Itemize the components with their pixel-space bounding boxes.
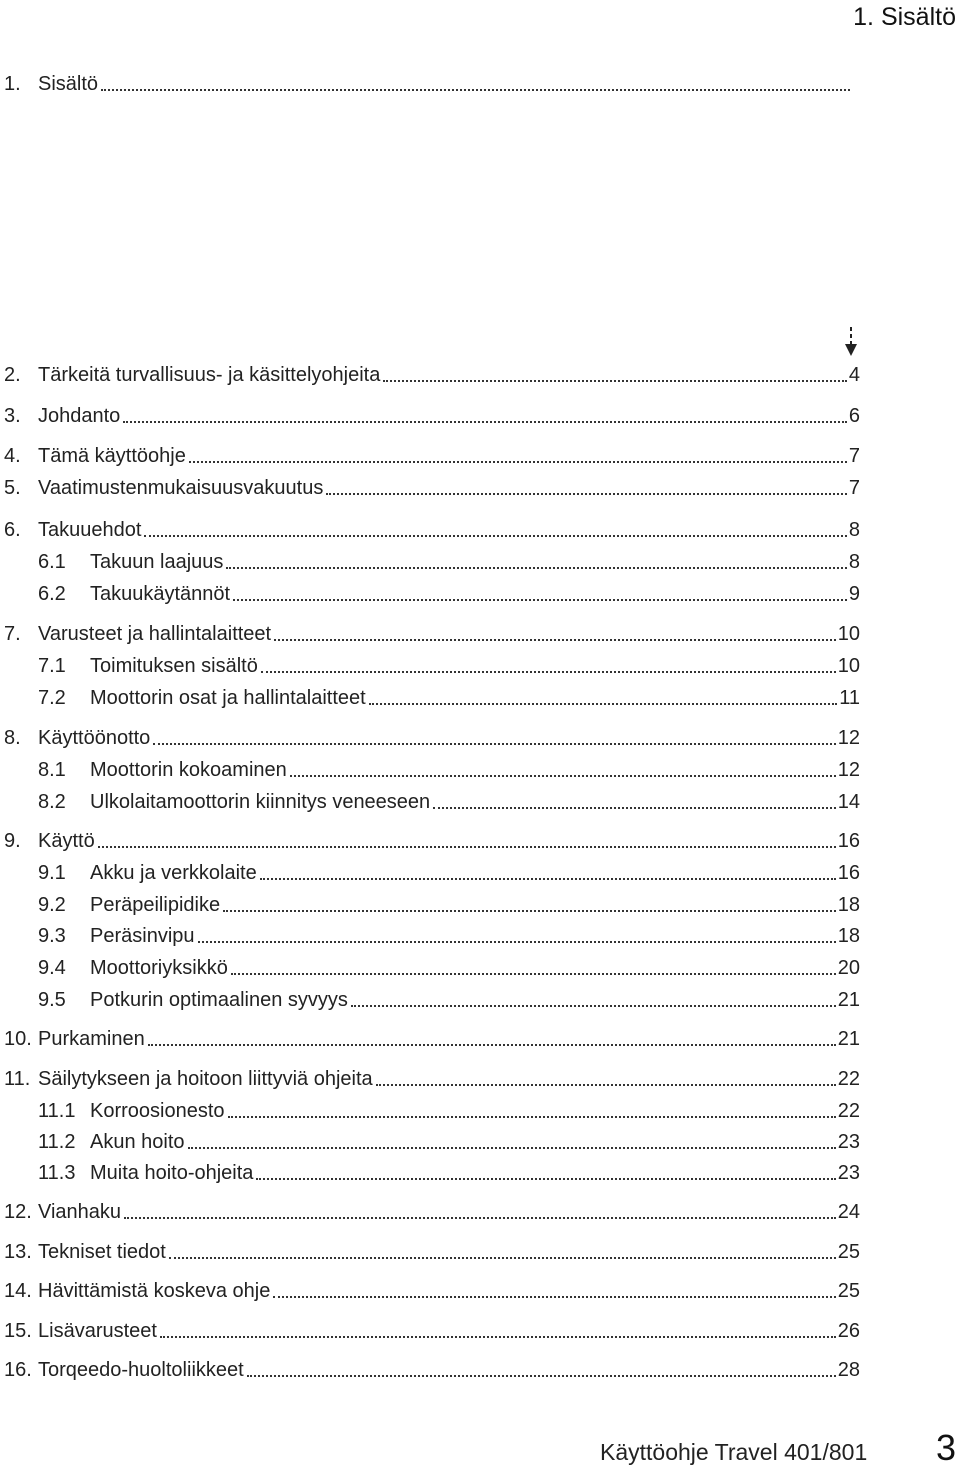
toc-entry-title: Moottorin osat ja hallintalaitteet xyxy=(90,687,366,709)
dot-leader xyxy=(433,807,836,809)
toc-entry-page: 14 xyxy=(837,791,860,813)
dot-leader xyxy=(148,1044,836,1046)
dot-leader xyxy=(124,1217,836,1219)
toc-entry-number: 3. xyxy=(4,405,21,427)
toc-entry xyxy=(0,398,860,428)
toc-entry-number: 9.4 xyxy=(38,957,66,979)
toc-entry-number: 11.2 xyxy=(38,1131,76,1153)
toc-entry xyxy=(0,470,860,500)
toc-entry-number: 7.2 xyxy=(38,687,66,709)
toc-entry xyxy=(0,950,860,980)
toc-entry xyxy=(0,66,852,96)
toc-entry-title: Ulkolaitamoottorin kiinnitys veneeseen xyxy=(90,791,431,813)
footer-page-number: 3 xyxy=(935,1427,956,1468)
toc-entry xyxy=(0,1234,860,1264)
dot-leader xyxy=(198,941,836,943)
down-arrow-icon xyxy=(842,325,860,357)
toc-entry-number: 6. xyxy=(4,519,21,541)
toc-entry xyxy=(0,1273,860,1303)
toc-entry xyxy=(0,1155,860,1185)
toc-entry-page: 22 xyxy=(837,1068,860,1090)
dot-leader xyxy=(376,1084,836,1086)
dot-leader xyxy=(189,461,847,463)
toc-entry-page: 16 xyxy=(837,862,860,884)
toc-entry-number: 10. xyxy=(4,1028,32,1050)
toc-entry-title: Hävittämistä koskeva ohje xyxy=(38,1280,271,1302)
toc-entry-page: 18 xyxy=(837,894,860,916)
toc-entry-number: 8.2 xyxy=(38,791,66,813)
dot-leader xyxy=(226,567,846,569)
toc-entry-number: 9.3 xyxy=(38,925,66,947)
dot-leader xyxy=(153,743,835,745)
toc-entry-number: 1. xyxy=(4,73,21,95)
toc-entry-page: 20 xyxy=(837,957,860,979)
dot-leader xyxy=(144,535,846,537)
toc-entry-page: 28 xyxy=(837,1359,860,1381)
toc-entry-number: 7.1 xyxy=(38,655,66,677)
toc-entry-number: 9.1 xyxy=(38,862,66,884)
toc-entry xyxy=(0,357,860,387)
toc-entry-title: Tekniset tiedot xyxy=(38,1241,166,1263)
dot-leader xyxy=(169,1257,836,1259)
dot-leader xyxy=(160,1336,836,1338)
toc-entry-title: Potkurin optimaalinen syvyys xyxy=(90,989,348,1011)
dot-leader xyxy=(231,973,836,975)
toc-entry-number: 12. xyxy=(4,1201,32,1223)
dot-leader xyxy=(326,493,847,495)
toc-entry-page: 22 xyxy=(837,1100,860,1122)
toc-entry xyxy=(0,752,860,782)
dot-leader xyxy=(223,910,836,912)
toc-entry-number: 9.5 xyxy=(38,989,66,1011)
toc-entry-title: Varusteet ja hallintalaitteet xyxy=(38,623,272,645)
toc-entry-title: Vianhaku xyxy=(38,1201,122,1223)
toc-entry xyxy=(0,918,860,948)
toc-entry-title: Moottorin kokoaminen xyxy=(90,759,287,781)
toc-entry-number: 7. xyxy=(4,623,21,645)
toc-entry-page: 16 xyxy=(837,830,860,852)
toc-entry-title: Torqeedo-huoltoliikkeet xyxy=(38,1359,244,1381)
toc-entry xyxy=(0,576,860,606)
toc-entry xyxy=(0,1352,860,1382)
toc-entry xyxy=(0,720,860,750)
dot-leader xyxy=(369,703,838,705)
toc-entry-number: 11.3 xyxy=(38,1162,76,1184)
dot-leader xyxy=(247,1375,836,1377)
toc-entry-page: 23 xyxy=(837,1162,860,1184)
toc-entry-title: Vaatimustenmukaisuusvakuutus xyxy=(38,477,324,499)
dot-leader xyxy=(228,1116,836,1118)
dot-leader xyxy=(273,1296,835,1298)
toc-entry-number: 16. xyxy=(4,1359,32,1381)
toc-entry xyxy=(0,1021,860,1051)
toc-entry-title: Moottoriyksikkö xyxy=(90,957,228,979)
toc-entry xyxy=(0,823,860,853)
toc-entry xyxy=(0,784,860,814)
toc-entry-title: Toimituksen sisältö xyxy=(90,655,258,677)
toc-entry-title: Sisältö xyxy=(38,73,99,95)
toc-entry-number: 9. xyxy=(4,830,21,852)
toc-entry xyxy=(0,544,860,574)
toc-entry-title: Takuuehdot xyxy=(38,519,142,541)
toc-entry-title: Käyttöönotto xyxy=(38,727,151,749)
toc-entry-page: 7 xyxy=(848,477,860,499)
dot-leader xyxy=(261,671,836,673)
toc-entry-number: 11.1 xyxy=(38,1100,76,1122)
toc-entry-number: 11. xyxy=(4,1068,31,1090)
toc-entry-title: Takuukäytännöt xyxy=(90,583,231,605)
toc-entry-page: 10 xyxy=(837,623,860,645)
toc-entry-title: Käyttö xyxy=(38,830,95,852)
toc-entry-title: Muita hoito-ohjeita xyxy=(90,1162,254,1184)
footer-manual-title: Käyttöohje Travel 401/801 xyxy=(600,1439,868,1465)
toc-entry-number: 13. xyxy=(4,1241,32,1263)
toc-entry-page: 8 xyxy=(848,551,860,573)
toc-entry xyxy=(0,982,860,1012)
toc-entry xyxy=(0,512,860,542)
toc-entry-page: 4 xyxy=(848,364,860,386)
page-title: 1. Sisältö xyxy=(853,3,956,31)
toc-entry xyxy=(0,438,860,468)
toc-entry xyxy=(0,1061,860,1091)
toc-entry-number: 8.1 xyxy=(38,759,66,781)
toc-entry-title: Purkaminen xyxy=(38,1028,145,1050)
toc-entry-number: 5. xyxy=(4,477,21,499)
toc-entry-page: 12 xyxy=(837,727,860,749)
dot-leader xyxy=(383,380,847,382)
dot-leader xyxy=(256,1178,835,1180)
toc-entry-number: 8. xyxy=(4,727,21,749)
toc-entry-page: 7 xyxy=(848,445,860,467)
toc-entry-title: Säilytykseen ja hoitoon liittyviä ohjeita xyxy=(38,1068,373,1090)
dot-leader xyxy=(233,599,847,601)
toc-entry-number: 9.2 xyxy=(38,894,66,916)
toc-entry-page: 8 xyxy=(848,519,860,541)
toc-entry-title: Johdanto xyxy=(38,405,121,427)
toc-entry xyxy=(0,1093,860,1123)
dot-leader xyxy=(123,421,847,423)
toc-entry-number: 2. xyxy=(4,364,21,386)
toc-entry xyxy=(0,1194,860,1224)
toc-entry xyxy=(0,648,860,678)
dot-leader xyxy=(260,878,836,880)
dot-leader xyxy=(188,1147,836,1149)
toc-entry xyxy=(0,855,860,885)
toc-entry-page: 12 xyxy=(837,759,860,781)
toc-entry xyxy=(0,887,860,917)
toc-entry-page: 26 xyxy=(837,1320,860,1342)
toc-entry-title: Akku ja verkkolaite xyxy=(90,862,257,884)
dot-leader xyxy=(101,89,850,91)
toc-entry-page: 21 xyxy=(837,1028,860,1050)
toc-entry-title: Lisävarusteet xyxy=(38,1320,157,1342)
toc-entry-title: Tärkeitä turvallisuus- ja käsittelyohjeita xyxy=(38,364,381,386)
dot-leader xyxy=(290,775,836,777)
toc-entry-number: 6.2 xyxy=(38,583,66,605)
toc-entry xyxy=(0,1313,860,1343)
toc-entry-title: Peräpeilipidike xyxy=(90,894,221,916)
toc-entry-page: 25 xyxy=(837,1241,860,1263)
toc-entry-page: 23 xyxy=(837,1131,860,1153)
toc-entry-title: Peräsinvipu xyxy=(90,925,195,947)
toc-entry-title: Takuun laajuus xyxy=(90,551,224,573)
toc-entry-number: 6.1 xyxy=(38,551,66,573)
dot-leader xyxy=(274,639,836,641)
page-footer xyxy=(600,1427,956,1468)
toc-entry-page: 6 xyxy=(848,405,860,427)
toc-entry-number: 4. xyxy=(4,445,21,467)
toc-entry xyxy=(0,680,860,710)
toc-entry-page: 18 xyxy=(837,925,860,947)
toc-entry-page: 21 xyxy=(837,989,860,1011)
toc-entry-page: 9 xyxy=(848,583,860,605)
toc-entry-page: 25 xyxy=(837,1280,860,1302)
dot-leader xyxy=(351,1005,836,1007)
toc-entry-page: 11 xyxy=(839,687,860,709)
toc-entry-number: 14. xyxy=(4,1280,32,1302)
toc-entry-page: 24 xyxy=(837,1201,860,1223)
toc-entry-title: Akun hoito xyxy=(90,1131,185,1153)
dot-leader xyxy=(98,846,836,848)
toc-entry xyxy=(0,616,860,646)
toc-entry-page: 10 xyxy=(837,655,860,677)
toc-entry-title: Korroosionesto xyxy=(90,1100,225,1122)
toc-entry xyxy=(0,1124,860,1154)
toc-entry-title: Tämä käyttöohje xyxy=(38,445,186,467)
toc-entry-number: 15. xyxy=(4,1320,32,1342)
